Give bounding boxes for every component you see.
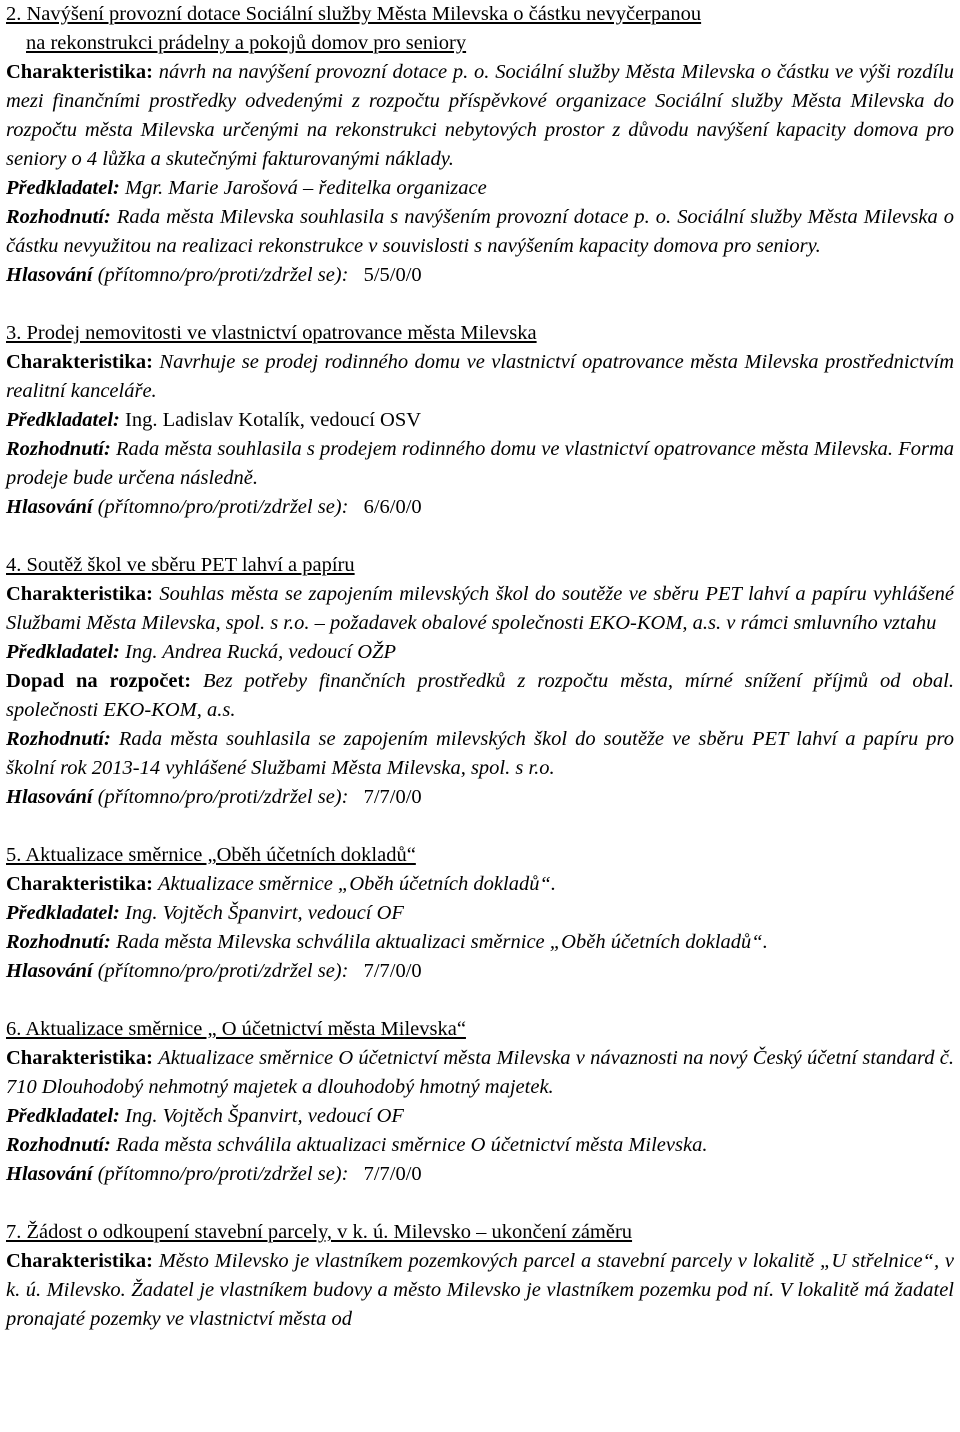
vote <box>6 1160 954 1189</box>
submitter <box>6 1102 954 1131</box>
vote-value: 7/7/0/0 <box>363 1163 422 1185</box>
characteristic-label: Charakteristika: <box>6 1047 153 1069</box>
submitter <box>6 638 954 667</box>
agenda-item-title <box>6 319 954 348</box>
agenda-item-4 <box>6 551 954 812</box>
vote-value: 7/7/0/0 <box>363 960 422 982</box>
agenda-item-title <box>6 1218 954 1247</box>
decision-label: Rozhodnutí: <box>6 1134 111 1156</box>
agenda-item-7 <box>6 1218 954 1334</box>
decision-label: Rozhodnutí: <box>6 931 111 953</box>
decision-text: Rada města souhlasila se zapojením milevských škol do soutěže ve sběru PET lahví a papíru pro školní rok 2013-14 vyhlášené Službami Města Milevska, spol. s r.o. <box>6 728 954 779</box>
vote-text: (přítomno/pro/proti/zdržel se): <box>97 960 349 982</box>
characteristic-label: Charakteristika: <box>6 61 153 83</box>
characteristic-label: Charakteristika: <box>6 1250 153 1272</box>
vote-value: 6/6/0/0 <box>363 496 422 518</box>
submitter-label: Předkladatel: <box>6 409 120 431</box>
characteristic-text: Navrhuje se prodej rodinného domu ve vlastnictví opatrovance města Milevska prostřednictvím realitní kanceláře. <box>6 351 954 402</box>
characteristic <box>6 580 954 638</box>
vote-value: 5/5/0/0 <box>363 264 422 286</box>
submitter-label: Předkladatel: <box>6 641 120 663</box>
decision <box>6 928 954 957</box>
characteristic-label: Charakteristika: <box>6 583 153 605</box>
characteristic-label: Charakteristika: <box>6 873 153 895</box>
agenda-item-title-line-1: 2. Navýšení provozní dotace Sociální služby Města Milevska o částku nevyčerpanou <box>6 3 702 25</box>
vote-text: (přítomno/pro/proti/zdržel se): <box>97 264 349 286</box>
submitter-text: Ing. Andrea Rucká, vedoucí OŽP <box>125 641 396 663</box>
agenda-item-3 <box>6 319 954 522</box>
submitter-text: Ing. Vojtěch Španvirt, vedoucí OF <box>125 902 404 924</box>
submitter-label: Předkladatel: <box>6 1105 120 1127</box>
decision-text: Rada města Milevska schválila aktualizaci směrnice „Oběh účetních dokladů“. <box>115 931 768 953</box>
vote-label: Hlasování <box>6 1163 93 1185</box>
vote-text: (přítomno/pro/proti/zdržel se): <box>97 786 349 808</box>
agenda-item-title-text: 6. Aktualizace směrnice „ O účetnictví města Milevska“ <box>6 1018 466 1040</box>
submitter <box>6 174 954 203</box>
vote-text: (přítomno/pro/proti/zdržel se): <box>97 1163 349 1185</box>
agenda-item-title <box>6 1015 954 1044</box>
budget-impact <box>6 667 954 725</box>
agenda-item-title-text: 4. Soutěž škol ve sběru PET lahví a papíru <box>6 554 355 576</box>
submitter-text: Ing. Ladislav Kotalík, vedoucí OSV <box>125 409 422 431</box>
agenda-item-5 <box>6 841 954 986</box>
decision-label: Rozhodnutí: <box>6 438 111 460</box>
agenda-item-title-line-2: na rekonstrukci prádelny a pokojů domov pro seniory <box>26 32 467 54</box>
decision-label: Rozhodnutí: <box>6 728 111 750</box>
submitter-label: Předkladatel: <box>6 902 120 924</box>
characteristic-label: Charakteristika: <box>6 351 153 373</box>
agenda-item-title <box>6 551 954 580</box>
characteristic <box>6 1044 954 1102</box>
characteristic <box>6 348 954 406</box>
vote-label: Hlasování <box>6 786 93 808</box>
characteristic <box>6 58 954 174</box>
agenda-item-title-text: 7. Žádost o odkoupení stavební parcely, v k. ú. Milevsko – ukončení záměru <box>6 1221 633 1243</box>
agenda-item-2 <box>6 0 954 290</box>
characteristic-text: Souhlas města se zapojením milevských škol do soutěže ve sběru PET lahví a papíru vyhlášené Službami Města Milevska, spol. s r.o. – požadavek obalové společnosti EKO-KOM, a.s. v rámci smluvního vztahu <box>6 583 955 634</box>
submitter-text: Mgr. Marie Jarošová – ředitelka organizace <box>125 177 487 199</box>
vote-label: Hlasování <box>6 960 93 982</box>
vote-label: Hlasování <box>6 264 93 286</box>
decision <box>6 203 954 261</box>
submitter <box>6 899 954 928</box>
budget-impact-label: Dopad na rozpočet: <box>6 670 192 692</box>
characteristic-text: Aktualizace směrnice „Oběh účetních dokladů“. <box>158 873 556 895</box>
vote-value: 7/7/0/0 <box>363 786 422 808</box>
agenda-item-title-text: 3. Prodej nemovitosti ve vlastnictví opatrovance města Milevska <box>6 322 537 344</box>
decision-text: Rada města souhlasila s prodejem rodinného domu ve vlastnictví opatrovance města Milevska. Forma prodeje bude určena následně. <box>6 438 954 489</box>
characteristic-text: návrh na navýšení provozní dotace p. o. Sociální služby Města Milevska o částku ve výši rozdílu mezi finančními prostředky odvedenými z rozpočtu příspěvkové organizace Sociální služby Města Milevska do rozpočtu města Milevska určenými na rekonstrukci nebytových prostor z důvodu navýšení kapacity domova pro seniory o 4 lůžka a skutečnými fakturovanými náklady. <box>6 61 954 170</box>
agenda-item-title <box>6 0 954 58</box>
vote-text: (přítomno/pro/proti/zdržel se): <box>97 496 349 518</box>
agenda-item-title <box>6 841 954 870</box>
submitter-label: Předkladatel: <box>6 177 120 199</box>
vote-label: Hlasování <box>6 496 93 518</box>
characteristic-text: Aktualizace směrnice O účetnictví města Milevska v návaznosti na nový Český účetní standard č. 710 Dlouhodobý nehmotný majetek a dlouhodobý hmotný majetek. <box>6 1047 954 1098</box>
agenda-item-6 <box>6 1015 954 1189</box>
decision-label: Rozhodnutí: <box>6 206 111 228</box>
budget-impact-text: Bez potřeby finančních prostředků z rozpočtu města, mírné snížení příjmů od obal. společnosti EKO-KOM, a.s. <box>6 670 954 721</box>
decision-text: Rada města schválila aktualizaci směrnice O účetnictví města Milevska. <box>115 1134 708 1156</box>
vote <box>6 783 954 812</box>
characteristic-text: Město Milevsko je vlastníkem pozemkových parcel a stavební parcely v lokalitě „U střelnice“, v k. ú. Milevsko. Žadatel je vlastníkem budovy a město Milevsko je vlastníkem pozemku pod ní. V lokalitě má žadatel pronajaté pozemky ve vlastnictví města od <box>6 1250 954 1330</box>
submitter <box>6 406 954 435</box>
agenda-item-title-text: 5. Aktualizace směrnice „Oběh účetních dokladů“ <box>6 844 416 866</box>
decision <box>6 1131 954 1160</box>
vote <box>6 261 954 290</box>
characteristic <box>6 1247 954 1334</box>
vote <box>6 493 954 522</box>
vote <box>6 957 954 986</box>
decision <box>6 435 954 493</box>
decision-text: Rada města Milevska souhlasila s navýšením provozní dotace p. o. Sociální služby Města Milevska o částku nevyužitou na realizaci rekonstrukce v souvislosti s navýšením kapacity domova pro seniory. <box>6 206 955 257</box>
submitter-text: Ing. Vojtěch Španvirt, vedoucí OF <box>125 1105 404 1127</box>
characteristic <box>6 870 954 899</box>
decision <box>6 725 954 783</box>
